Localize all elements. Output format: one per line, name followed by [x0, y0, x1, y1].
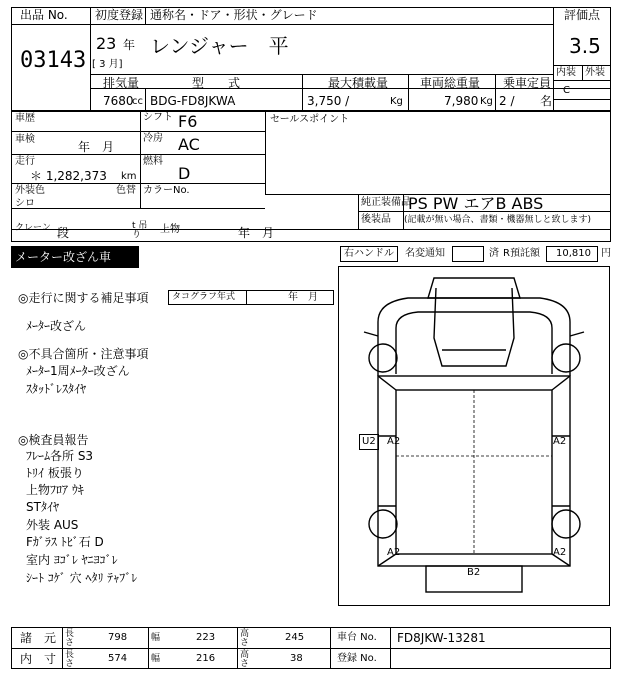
- displacement-value: 7680: [103, 94, 134, 108]
- max-load-label: 最大積載量: [328, 76, 389, 90]
- exterior-label: 外装: [585, 67, 605, 78]
- lot-no-label: 出品 No.: [20, 8, 68, 22]
- ac-value: AC: [178, 135, 200, 154]
- interior-height: 38: [290, 653, 303, 664]
- height-label: 高さ: [240, 650, 250, 669]
- length-label: 長さ: [65, 629, 75, 648]
- height-label: 高さ: [240, 629, 250, 648]
- tacho-label: タコグラフ年式: [172, 292, 236, 302]
- cc-unit: cc: [132, 96, 143, 107]
- damage-mark-U2: U2: [362, 436, 376, 447]
- overall-score: 3.5: [569, 34, 601, 58]
- km-unit: km: [121, 171, 137, 182]
- lift-label: t 吊り: [132, 221, 148, 240]
- damage-mark-A2: A2: [387, 436, 401, 447]
- crane-label: クレーン: [15, 223, 51, 233]
- shift-value: F6: [178, 112, 198, 131]
- defect-note-item: ﾒｰﾀｰ1周ﾒｰﾀｰ改ざん: [26, 364, 130, 378]
- cab-inner: [396, 312, 552, 374]
- fuel-label: 燃料: [143, 156, 163, 167]
- top-body-value: 年 月: [238, 226, 275, 240]
- capacity-value: 2 /: [499, 94, 515, 108]
- rhd-label: 右ハンドル: [344, 248, 394, 259]
- windshield: [434, 288, 514, 366]
- width-label: 幅: [151, 633, 161, 643]
- top-body-label: 上物: [160, 224, 180, 235]
- history-label: 車歴: [15, 113, 35, 124]
- cab-outline: [378, 298, 570, 376]
- model-label: 型 式: [192, 76, 241, 90]
- specs-length: 798: [108, 632, 128, 643]
- rear-left-wheel: [369, 510, 397, 538]
- registration-month: [ 3 月]: [92, 59, 123, 70]
- chassis-no-label: 車台 No.: [337, 632, 377, 643]
- grade-label: 評価点: [564, 8, 601, 22]
- name-change-label: 名変通知: [405, 248, 445, 259]
- inspector-note-item: 上物ﾌﾛｱ ｳｷ: [26, 483, 84, 497]
- first-registration-label: 初度登録: [95, 8, 144, 22]
- color-change-label: 色替: [116, 185, 136, 196]
- specs-height: 245: [285, 632, 305, 643]
- equipment-label: 純正装備品: [361, 197, 411, 208]
- name-change-box: [452, 246, 484, 262]
- specs-width: 223: [196, 632, 216, 643]
- damage-mark-B2: B2: [467, 567, 481, 578]
- car-name: レンジャー 平: [150, 34, 289, 58]
- fuel-value: D: [178, 164, 191, 183]
- year-unit: 年: [123, 38, 136, 52]
- running-note-item: ﾒｰﾀｰ改ざん: [26, 319, 87, 333]
- capacity-label: 乗車定員: [503, 76, 552, 90]
- inspector-note-item: 外装 AUS: [26, 518, 79, 532]
- deposit-prefix: 済: [489, 248, 499, 259]
- registration-no-label: 登録 No.: [337, 653, 377, 664]
- damage-mark-A2: A2: [553, 436, 567, 447]
- interior-label: 内装: [556, 67, 576, 78]
- hood: [428, 278, 520, 298]
- inspection-value: 年 月: [78, 140, 115, 154]
- model-code: BDG-FD8JKWA: [150, 94, 236, 108]
- running-notes-heading: ◎走行に関する補足事項: [18, 291, 149, 305]
- interior-grade: C: [563, 85, 570, 96]
- inspection-label: 車検: [15, 134, 35, 145]
- capacity-unit: 名: [540, 94, 553, 108]
- interior-dim-label: 内 寸: [20, 652, 57, 666]
- aftermarket-note: (記載が無い場合、書類・機器無しと致します): [404, 215, 592, 225]
- inspector-note-item: Fｶﾞﾗｽ ﾄﾋﾞ石 D: [26, 535, 104, 549]
- yen-unit: 円: [601, 248, 611, 259]
- crane-value: 段: [57, 226, 70, 240]
- deposit-amount: 10,810: [556, 248, 591, 259]
- equipment-value: PS PW エアB ABS: [408, 194, 544, 213]
- inspector-report-heading: ◎検査員報告: [18, 433, 89, 447]
- interior-length: 574: [108, 653, 128, 664]
- sales-point-label: セールスポイント: [270, 114, 350, 125]
- width-label: 幅: [151, 654, 161, 664]
- ext-color-label: 外装色: [15, 185, 45, 196]
- max-load-value: 3,750 /: [307, 94, 350, 108]
- damage-mark-A2: A2: [553, 547, 567, 558]
- defect-notes-heading: ◎不具合箇所・注意事項: [18, 347, 149, 361]
- specs-dim-label: 諸 元: [20, 631, 57, 645]
- lot-number: 03143: [20, 48, 87, 73]
- tacho-value: 年 月: [288, 292, 318, 303]
- shift-label: シフト: [143, 112, 173, 123]
- gross-weight-label: 車両総重量: [420, 76, 481, 90]
- chassis-number: FD8JKW-13281: [397, 631, 486, 645]
- gross-weight-unit: Kg: [480, 96, 493, 107]
- color-code-label: カラーNo.: [143, 185, 190, 196]
- gross-weight-value: 7,980: [444, 94, 479, 108]
- inspector-note-item: 室内 ﾖｺﾞﾚ ﾔﾆﾖｺﾞﾚ: [26, 553, 118, 567]
- max-load-unit: Kg: [390, 96, 403, 107]
- front-right-wheel: [552, 344, 580, 372]
- damage-mark-A2: A2: [387, 547, 401, 558]
- deposit-label: R預託額: [503, 248, 540, 259]
- length-label: 長さ: [65, 650, 75, 669]
- inspector-note-item: STﾀｲﾔ: [26, 500, 59, 514]
- ac-label: 冷房: [143, 133, 163, 144]
- mileage-label: 走行: [15, 156, 35, 167]
- meter-tampered-banner: メーター改ざん車: [11, 246, 139, 268]
- registration-year: 23: [96, 34, 117, 53]
- inspector-note-item: ｼｰﾄ ｺｹﾞ 穴 ﾍﾀﾘ ﾃｬﾌﾞﾚ: [26, 571, 138, 585]
- mileage-value: ＊ 1,282,373: [30, 169, 107, 183]
- interior-width: 216: [196, 653, 216, 664]
- front-left-wheel: [369, 344, 397, 372]
- ext-color-value: シロ: [15, 198, 35, 209]
- inspector-note-item: ﾌﾚｰﾑ各所 S3: [26, 449, 94, 463]
- defect-note-item: ｽﾀｯﾄﾞﾚｽﾀｲﾔ: [26, 382, 87, 396]
- displacement-label: 排気量: [103, 76, 140, 90]
- inspector-note-item: ﾄﾘｲ 板張り: [26, 466, 84, 480]
- aftermarket-label: 後装品: [361, 214, 391, 225]
- rear-right-wheel: [552, 510, 580, 538]
- name-header: 通称名・ドア・形状・グレード: [150, 8, 318, 22]
